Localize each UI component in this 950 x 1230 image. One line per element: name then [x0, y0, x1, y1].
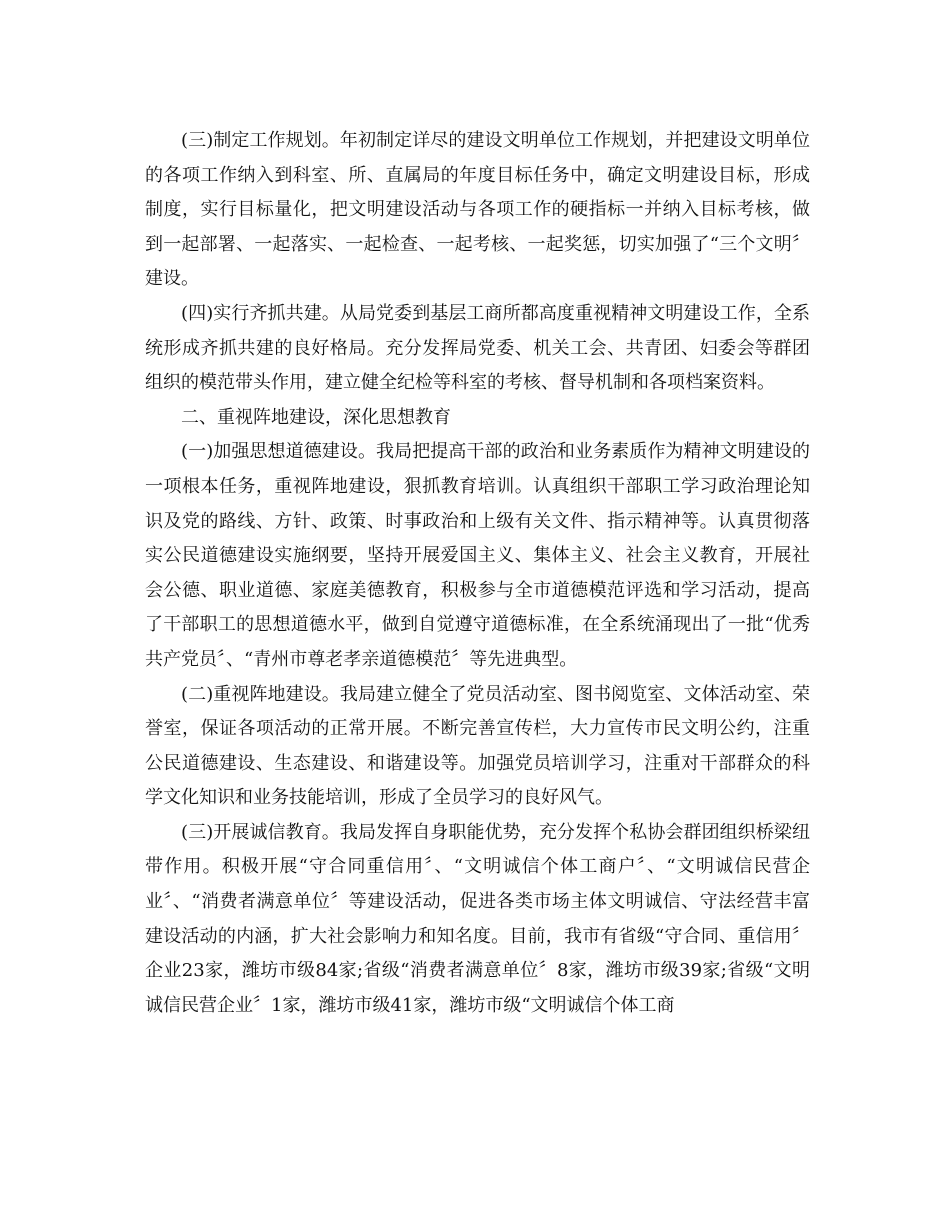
section-heading-ideological-education: 二、重视阵地建设，深化思想教育	[181, 406, 451, 428]
paragraph-integrity-education: (三)开展诚信教育。我局发挥自身职能优势，充分发挥个私协会群团组织桥梁纽带作用。积极开展“守合同重信用〞、“文明诚信个体工商户〞、“文明诚信民营企业〞、“消费者满意单位〞等建设活动，促进各类市场主体文明诚信、守法经营丰富建设活动的内涵，扩大社会影响力和知名度。目前，我市有省级“守合同、重信用〞企业23家，潍坊市级84家;省级“消费者满意单位〞8家，潍坊市级39家;省级“文明诚信民营企业〞1家，潍坊市级41家，潍坊市级“文明诚信个体工商	[145, 821, 810, 1016]
paragraph-moral-construction: (一)加强思想道德建设。我局把提高干部的政治和业务素质作为精神文明建设的一项根本任务，重视阵地建设，狠抓教育培训。认真组织干部职工学习政治理论知识及党的路线、方针、政策、时事政治和上级有关文件、指示精神等。认真贯彻落实公民道德建设实施纲要，坚持开展爱国主义、集体主义、社会主义教育，开展社会公德、职业道德、家庭美德教育，积极参与全市道德模范评选和学习活动，提高了干部职工的思想道德水平，做到自觉遵守道德标准，在全系统涌现出了一批“优秀共产党员〞、“青州市尊老孝亲道德模范〞等先进典型。	[145, 441, 810, 670]
paragraph-work-planning: (三)制定工作规划。年初制定详尽的建设文明单位工作规划，并把建设文明单位的各项工作纳入到科室、所、直属局的年度目标任务中，确定文明建设目标，形成制度，实行目标量化，把文明建设活动与各项工作的硬指标一并纳入目标考核，做到一起部署、一起落实、一起检查、一起考核、一起奖惩，切实加强了“三个文明〞建设。	[145, 130, 810, 290]
paragraph-joint-construction: (四)实行齐抓共建。从局党委到基层工商所都高度重视精神文明建设工作，全系统形成齐抓共建的良好格局。充分发挥局党委、机关工会、共青团、妇委会等群团组织的模范带头作用，建立健全纪检等科室的考核、督导机制和各项档案资料。	[145, 302, 810, 394]
document-body	[145, 124, 810, 1023]
paragraph-position-construction: (二)重视阵地建设。我局建立健全了党员活动室、图书阅览室、文体活动室、荣誉室，保证各项活动的正常开展。不断完善宣传栏，大力宣传市民文明公约，注重公民道德建设、生态建设、和谐建设等。加强党员培训学习，注重对干部群众的科学文化知识和业务技能培训，形成了全员学习的良好风气。	[145, 683, 810, 809]
